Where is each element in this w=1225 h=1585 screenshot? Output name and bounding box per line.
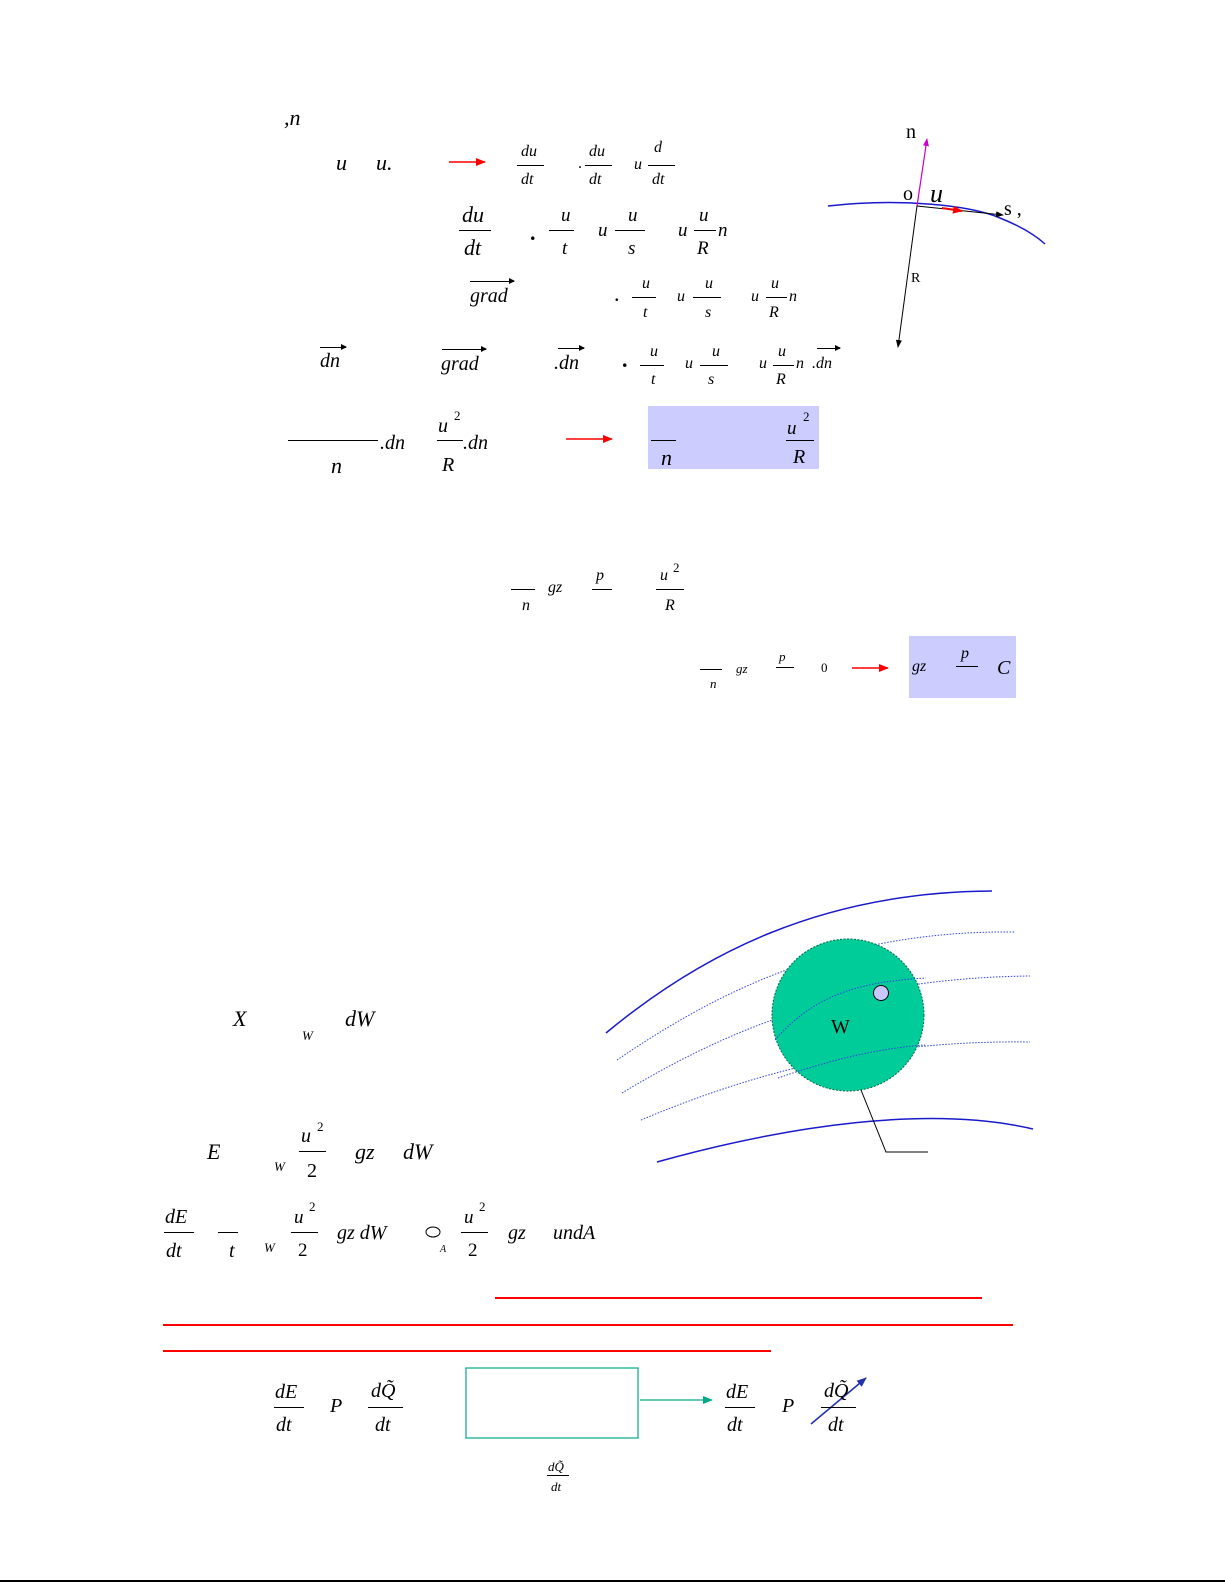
diagram-o-label: o	[903, 183, 913, 205]
diagram-R-label: R	[911, 271, 921, 286]
eq3-grad: grad	[470, 285, 508, 307]
page-bottom-border	[0, 1580, 1225, 1582]
diagram-u-label: u	[930, 179, 943, 208]
red-underline-3	[163, 1350, 771, 1352]
eq1-num1: du	[521, 143, 537, 160]
velocity-vector	[942, 208, 962, 211]
sphere-W-label: W	[831, 1016, 850, 1038]
eq1-den1: dt	[521, 171, 534, 188]
n-axis	[917, 139, 927, 206]
streamline-bottom	[657, 1119, 1033, 1162]
eq2-num: du	[462, 202, 484, 227]
eq1-num3: d	[654, 139, 662, 156]
eq1-den3: dt	[652, 171, 665, 188]
red-underline-1	[495, 1297, 982, 1299]
eq2-den: dt	[464, 235, 482, 260]
red-underline-2	[163, 1324, 1013, 1326]
eq1-u: u	[336, 150, 347, 175]
eq1-u-dot: u.	[376, 150, 393, 175]
eq1-num2: du	[589, 143, 605, 160]
power-box	[466, 1368, 638, 1438]
eq4-dn: dn	[320, 350, 340, 372]
control-volume-sphere	[772, 939, 924, 1091]
fluid-particle	[874, 986, 889, 1001]
diagram-s-label: s ,	[1004, 198, 1022, 220]
surface-integral-symbol	[426, 1227, 440, 1237]
diagram-n-label: n	[906, 121, 916, 143]
eq1-u3: u	[634, 156, 642, 173]
eq1-den2: dt	[589, 171, 602, 188]
eq1-lhs: ,n	[284, 105, 301, 130]
